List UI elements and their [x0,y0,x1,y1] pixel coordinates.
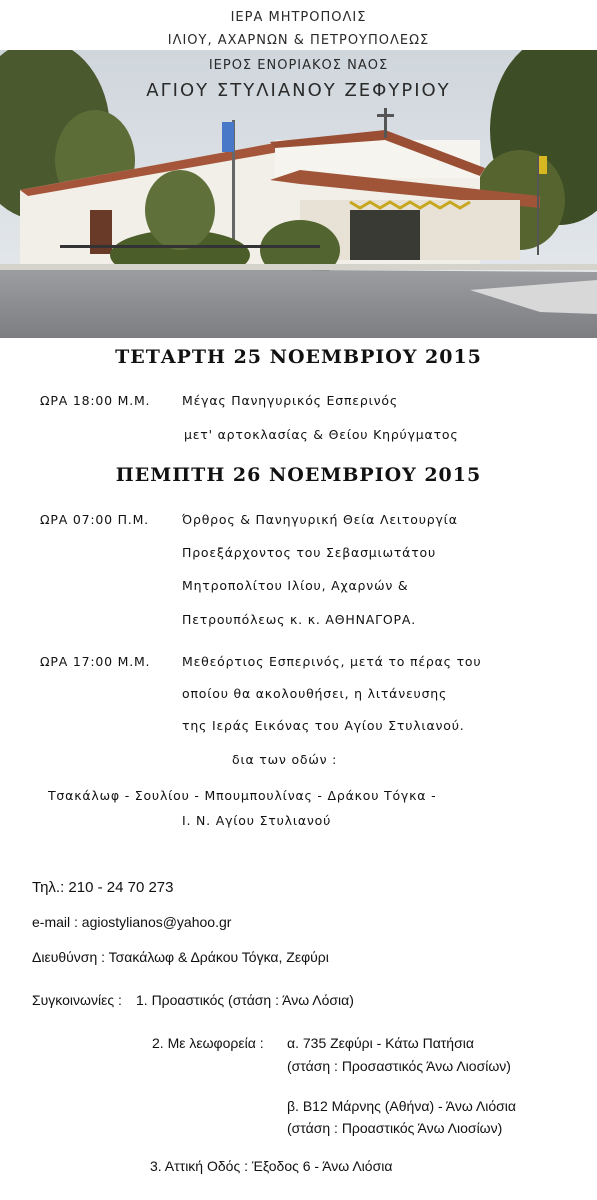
day2-time1: ΩΡΑ 07:00 Π.Μ. [40,512,149,527]
transport-item-1: 1. Προαστικός (στάση : Άνω Λόσια) [136,992,354,1008]
contact-address: Διευθύνση : Τσακάλωφ & Δράκου Τόγκα, Ζεφύρι [32,949,329,965]
day2-line3: Μητροπολίτου Ιλίου, Αχαρνών & [182,578,409,593]
day2-line2: Προεξάρχοντος του Σεβασμιωτάτου [182,545,437,560]
day2-time2: ΩΡΑ 17:00 Μ.Μ. [40,654,151,669]
day1-time: ΩΡΑ 18:00 Μ.Μ. [40,393,151,408]
transport-item-2a: α. 735 Ζεφύρι - Κάτω Πατήσια [287,1035,474,1051]
day1-title: ΤΕΤΑΡΤΗ 25 ΝΟΕΜΒΡΙΟΥ 2015 [115,346,482,368]
day2-line5: Μεθεόρτιος Εσπερινός, μετά το πέρας του [182,654,482,669]
day2-line4: Πετρουπόλεως κ. κ. ΑΘΗΝΑΓΟΡΑ. [182,612,416,627]
header-parish-church: ΙΕΡΟΣ ΕΝΟΡΙΑΚΟΣ ΝΑΟΣ [208,58,389,73]
transport-item-2a-stop: (στάση : Προσαστικός Άνω Λιοσίων) [287,1058,511,1074]
day2-line1: Όρθρος & Πανηγυρική Θεία Λειτουργία [182,512,458,527]
day2-route: Τσακάλωφ - Σουλίου - Μπουμπουλίνας - Δράκου Τόγκα - [48,788,437,803]
day2-line8: δια των οδών : [232,752,338,767]
transport-item-2b: β. Β12 Μάρνης (Αθήνα) - Άνω Λιόσια [287,1098,517,1114]
header-metropolis-cities: ΙΛΙΟΥ, ΑΧΑΡΝΩΝ & ΠΕΤΡΟΥΠΟΛΕΩΣ [167,33,430,48]
transport-item-2-label: 2. Με λεωφορεία : [152,1035,264,1051]
day2-title: ΠΕΜΠΤΗ 26 ΝΟΕΜΒΡΙΟΥ 2015 [115,464,482,486]
day1-line2: μετ' αρτοκλασίας & Θείου Κηρύγματος [184,427,459,442]
day2-line6: οποίου θα ακολουθήσει, η λιτάνευσης [182,686,448,701]
transport-label: Συγκοινωνίες : [32,992,122,1008]
day2-route-end: Ι. Ν. Αγίου Στυλιανού [182,813,332,828]
header-church-name: ΑΓΙΟΥ ΣΤΥΛΙΑΝΟΥ ΖΕΦΥΡΙΟΥ [146,80,451,101]
day1-line1: Μέγας Πανηγυρικός Εσπερινός [182,393,398,408]
transport-item-3: 3. Αττική Οδός : Έξοδος 6 - Άνω Λιόσια [150,1158,393,1174]
transport-item-2b-stop: (στάση : Προαστικός Άνω Λιοσίων) [287,1120,503,1136]
contact-email: e-mail : agiostylianos@yahoo.gr [32,914,232,930]
day2-line7: της Ιεράς Εικόνας του Αγίου Στυλιανού. [182,718,465,733]
contact-phone: Τηλ.: 210 - 24 70 273 [32,879,174,896]
header-metropolis: ΙΕΡΑ ΜΗΤΡΟΠΟΛΙΣ [230,10,367,25]
